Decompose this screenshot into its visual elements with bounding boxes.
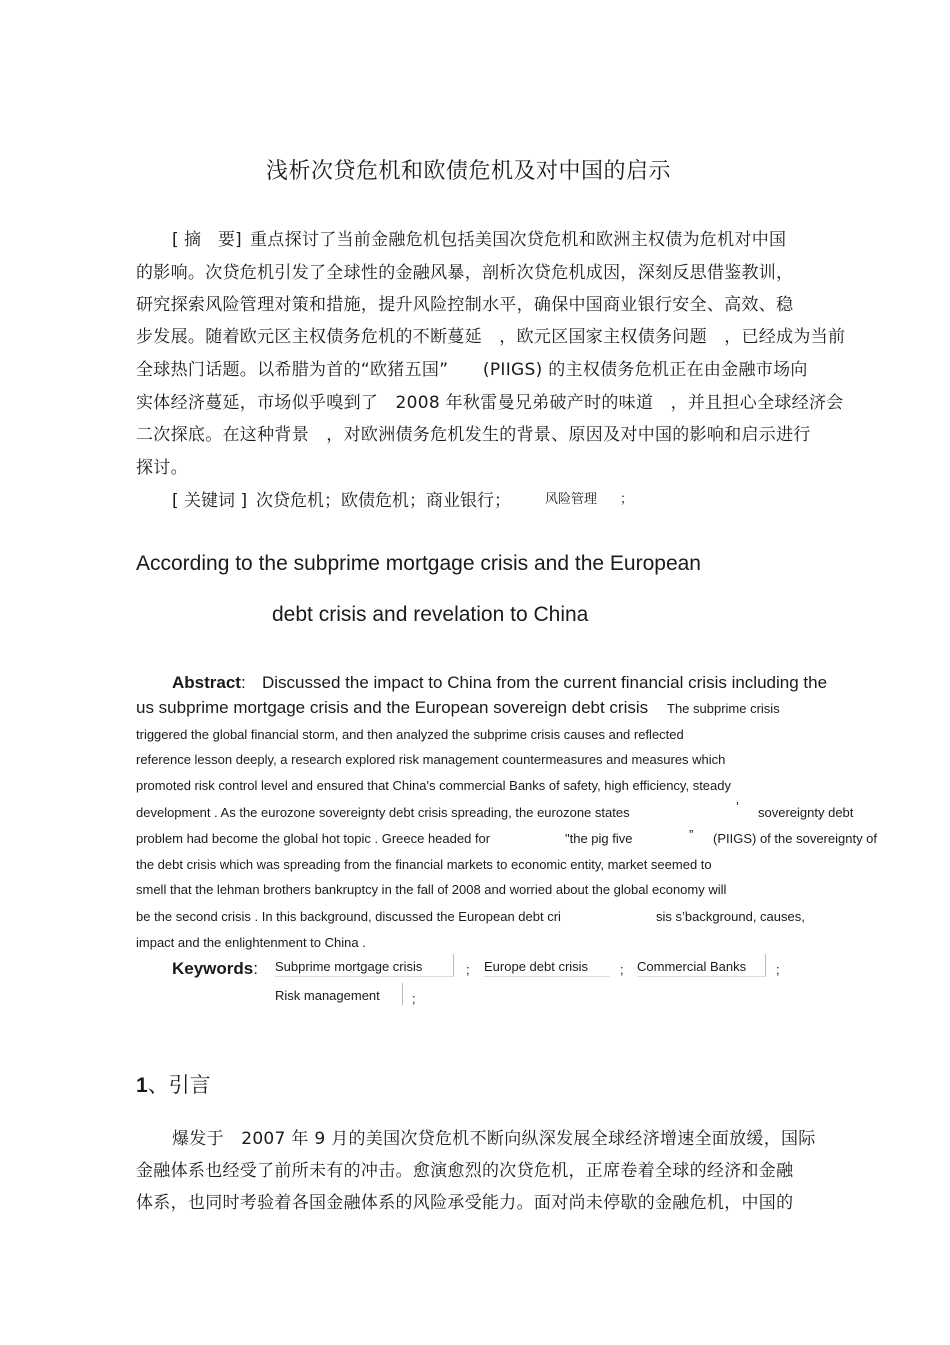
cn-keywords-label: [ 关键词 ] (172, 491, 248, 511)
section-heading (136, 1069, 211, 1099)
cn-abstract-line: 二次探底。在这种背景 ，对欧洲债务危机发生的背景、原因及对中国的影响和启示进行 (136, 425, 811, 445)
cn-keywords-end: ； (620, 492, 634, 507)
en-keyword-term: Europe debt crisis (484, 954, 610, 977)
cn-keywords-terms: 次贷危机；欧债危机；商业银行； (256, 491, 511, 511)
en-abstract-colon: : (240, 673, 246, 692)
en-abstract-label-text: Abstract (172, 673, 241, 692)
page-title: 浅析次贷危机和欧债危机及对中国的启示 (266, 159, 672, 184)
en-keyword-term: Risk management (275, 983, 403, 1005)
en-keywords-colon: : (253, 959, 258, 978)
en-abstract-line: the debt crisis which was spreading from the financial markets to economic entity, market seemed to (136, 857, 712, 872)
en-abstract-line: reference lesson deeply, a research explored risk management countermeasures and measures which (136, 752, 726, 767)
en-abstract-line: The subprime crisis (667, 701, 780, 716)
en-abstract-label (172, 673, 246, 693)
en-keywords-label (172, 959, 258, 979)
cn-abstract-line: 重点探讨了当前金融危机包括美国次贷危机和欧洲主权债为危机对中国 (250, 230, 787, 250)
en-abstract-line: Discussed the impact to China from the current financial crisis including the (262, 673, 828, 692)
en-abstract-line: (PIIGS) of the sovereignty of (713, 831, 878, 846)
en-abstract-line: ’ (736, 799, 739, 814)
en-abstract-line: development . As the eurozone sovereignty debt crisis spreading, the eurozone states (136, 805, 630, 820)
en-abstract-line: us subprime mortgage crisis and the European sovereign debt crisis (136, 698, 649, 717)
cn-abstract-line: 探讨。 (136, 458, 188, 478)
en-title-line2: debt crisis and revelation to China (272, 603, 589, 626)
cn-abstract-line: 全球热门话题。以希腊为首的“欧猪五国” (PIIGS) 的主权债务危机正在由金融市场向 (136, 360, 808, 380)
cn-abstract-line: 实体经济蔓延，市场似乎嗅到了 2008 年秋雷曼兄弟破产时的味道 ，并且担心全球经济会 (136, 393, 844, 413)
section-body-line: 体系，也同时考验着各国金融体系的风险承受能力。面对尚未停歇的金融危机，中国的 (136, 1193, 794, 1213)
cn-abstract-line: 研究探索风险管理对策和措施，提升风险控制水平，确保中国商业银行安全、高效、稳 (136, 295, 794, 315)
cn-abstract-line: 步发展。随着欧元区主权债务危机的不断蔓延 ，欧元区国家主权债务问题 ，已经成为当前 (136, 327, 846, 347)
en-abstract-line: sovereignty debt (758, 805, 854, 820)
en-abstract-line: sis s’background, causes, (656, 909, 805, 924)
cn-abstract-label: [ 摘 要] (172, 230, 242, 250)
en-keyword-term: Commercial Banks (637, 954, 766, 977)
en-abstract-line: promoted risk control level and ensured that China's commercial Banks of safety, high efficiency, steady (136, 778, 731, 793)
en-abstract-line: triggered the global financial storm, and then analyzed the subprime crisis causes and reflected (136, 727, 684, 742)
en-keyword-sep: ; (620, 962, 624, 977)
en-keyword-term: Subprime mortgage crisis (275, 954, 454, 977)
en-abstract-line: smell that the lehman brothers bankruptcy in the fall of 2008 and worried about the global economy will (136, 882, 727, 897)
en-title-line1: According to the subprime mortgage crisis and the European (136, 552, 701, 575)
en-keywords-label-text: Keywords (172, 959, 254, 978)
section-body-line: 爆发于 2007 年 9 月的美国次贷危机不断向纵深发展全球经济增速全面放缓，国际 (172, 1129, 816, 1149)
en-abstract-line: problem had become the global hot topic . Greece headed for (136, 831, 491, 846)
en-keyword-sep: ; (776, 962, 780, 977)
section-body-line: 金融体系也经受了前所未有的冲击。愈演愈烈的次贷危机，正席卷着全球的经济和金融 (136, 1161, 794, 1181)
en-abstract-line: ” (689, 827, 694, 842)
cn-abstract-line: 的影响。次贷危机引发了全球性的金融风暴，剖析次贷危机成因，深刻反思借鉴教训， (136, 263, 794, 283)
en-abstract-line: "the pig five (565, 831, 633, 846)
section-heading-text: 、引言 (147, 1073, 211, 1097)
en-keyword-sep: ; (466, 962, 470, 977)
en-abstract-line: impact and the enlightenment to China . (136, 935, 366, 950)
cn-keywords-last-term: 风险管理 (545, 492, 598, 507)
en-abstract-line: be the second crisis . In this background, discussed the European debt cri (136, 909, 561, 924)
en-keyword-sep: ; (412, 991, 416, 1006)
section-heading-number: 1 (136, 1074, 148, 1097)
